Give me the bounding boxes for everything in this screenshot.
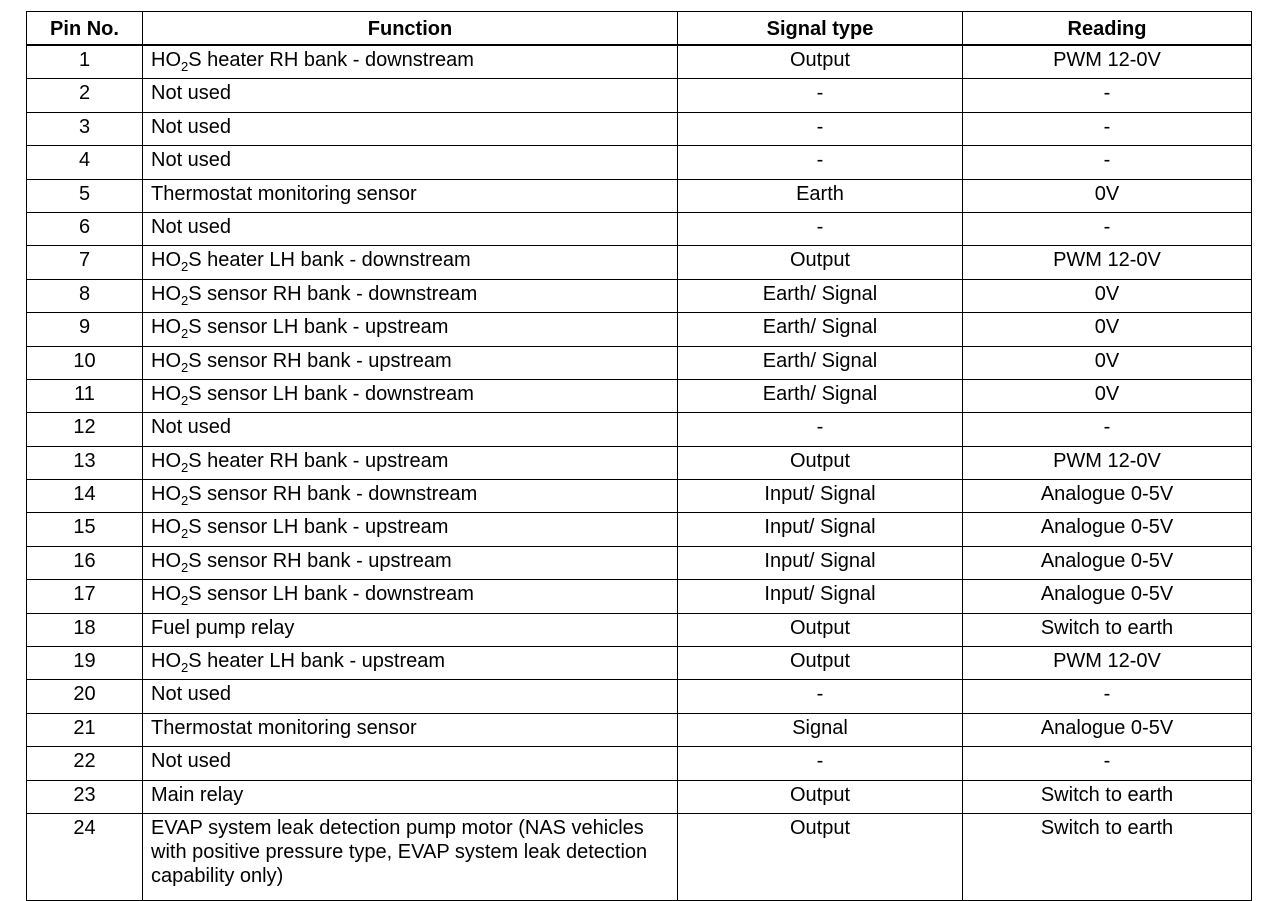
pin-number-cell: 11 [27,379,143,412]
function-subscript: 2 [181,59,189,74]
function-cell [143,713,678,746]
function-subscript: 2 [181,559,189,575]
function-subscript: 2 [181,660,189,676]
function-text: HO [151,316,181,339]
function-cell [143,647,678,680]
reading-cell: PWM 12-0V [963,246,1252,279]
function-text-rest: S sensor LH bank - downstream [188,583,474,606]
pin-number-cell: 22 [27,747,143,780]
reading-cell: Analogue 0-5V [963,580,1252,613]
function-cell [143,813,678,900]
function-text: Thermostat monitoring sensor [151,716,417,739]
pin-number-cell: 13 [27,446,143,479]
function-cell [143,112,678,145]
pin-number-cell: 24 [27,813,143,900]
reading-cell: 0V [963,279,1252,312]
reading-cell: - [963,212,1252,245]
signal-type-cell: Output [678,446,963,479]
signal-type-cell: Earth [678,179,963,212]
function-subscript: 2 [181,292,189,308]
pin-number-cell: 20 [27,680,143,713]
pin-function-table [26,11,1252,901]
signal-type-cell: - [678,680,963,713]
table-row [27,279,1252,312]
reading-cell: PWM 12-0V [963,446,1252,479]
function-text: HO [151,650,181,673]
function-cell [143,513,678,546]
pin-number-cell: 4 [27,146,143,179]
function-subscript: 2 [181,526,189,542]
table-row [27,613,1252,646]
function-text: HO [151,282,181,305]
reading-cell: - [963,112,1252,145]
pin-number-cell: 17 [27,580,143,613]
signal-type-cell: Output [678,246,963,279]
signal-type-cell: Earth/ Signal [678,279,963,312]
function-cell [143,313,678,346]
reading-cell: 0V [963,346,1252,379]
table-row [27,480,1252,513]
function-text: Main relay [151,783,244,806]
reading-cell: PWM 12-0V [963,45,1252,79]
function-text-rest: S heater RH bank - upstream [188,449,449,472]
table-row [27,813,1252,900]
function-text-rest: S sensor RH bank - downstream [188,483,478,506]
signal-type-cell: Input/ Signal [678,580,963,613]
table-row [27,780,1252,813]
header-function: Function [143,12,678,46]
table-row [27,713,1252,746]
function-cell [143,346,678,379]
function-cell [143,246,678,279]
function-cell [143,179,678,212]
signal-type-cell: Input/ Signal [678,546,963,579]
function-text-rest: S heater LH bank - upstream [188,650,446,673]
pin-number-cell: 9 [27,313,143,346]
signal-type-cell: - [678,79,963,112]
function-text-rest: S heater RH bank - downstream [188,49,474,71]
pin-number-cell: 19 [27,647,143,680]
table-row [27,146,1252,179]
function-text-rest: S sensor LH bank - upstream [188,516,449,539]
function-subscript: 2 [181,459,189,475]
pin-number-cell: 2 [27,79,143,112]
function-text: Not used [151,215,232,238]
reading-cell: Switch to earth [963,613,1252,646]
function-text: Not used [151,115,232,138]
function-cell [143,780,678,813]
function-text-rest: S sensor RH bank - upstream [188,349,452,372]
table-row [27,313,1252,346]
function-text-rest: S sensor RH bank - downstream [188,282,478,305]
reading-cell: Analogue 0-5V [963,546,1252,579]
header-pin-no: Pin No. [27,12,143,46]
pin-number-cell: 10 [27,346,143,379]
pin-number-cell: 1 [27,45,143,79]
function-text: Thermostat monitoring sensor [151,182,417,205]
function-text: HO [151,349,181,372]
function-cell [143,379,678,412]
pin-number-cell: 5 [27,179,143,212]
signal-type-cell: Output [678,613,963,646]
table-row [27,747,1252,780]
function-subscript: 2 [181,593,189,609]
signal-type-cell: Earth/ Signal [678,379,963,412]
function-cell [143,546,678,579]
function-cell [143,212,678,245]
function-cell [143,413,678,446]
function-cell [143,146,678,179]
function-text: Not used [151,82,232,105]
pin-number-cell: 3 [27,112,143,145]
function-text: HO [151,249,181,272]
signal-type-cell: Output [678,780,963,813]
table-row [27,446,1252,479]
function-cell [143,446,678,479]
table-row [27,79,1252,112]
function-subscript: 2 [181,392,189,408]
table-row [27,45,1252,79]
header-signal-type: Signal type [678,12,963,46]
function-cell [143,747,678,780]
function-subscript: 2 [181,259,189,275]
function-subscript: 2 [181,359,189,375]
function-text-rest: S sensor RH bank - upstream [188,549,452,572]
function-text-rest: S heater LH bank - downstream [188,249,471,272]
pin-number-cell: 7 [27,246,143,279]
function-text: HO [151,382,181,405]
pin-number-cell: 21 [27,713,143,746]
reading-cell: Analogue 0-5V [963,713,1252,746]
table-row [27,580,1252,613]
table-row [27,546,1252,579]
reading-cell: 0V [963,179,1252,212]
reading-cell: Analogue 0-5V [963,513,1252,546]
reading-cell: Switch to earth [963,780,1252,813]
function-text: EVAP system leak detection pump motor (NAS vehicles with positive pressure type, EVAP system leak detection capability only) [151,816,648,887]
function-cell [143,480,678,513]
table-row [27,413,1252,446]
reading-cell: 0V [963,313,1252,346]
signal-type-cell: - [678,413,963,446]
function-text: Not used [151,416,232,439]
function-subscript: 2 [181,493,189,509]
function-text: HO [151,49,181,71]
pin-number-cell: 14 [27,480,143,513]
table-row [27,112,1252,145]
table-row [27,680,1252,713]
function-subscript: 2 [181,326,189,342]
function-text: Not used [151,683,232,706]
signal-type-cell: Input/ Signal [678,513,963,546]
signal-type-cell: Input/ Signal [678,480,963,513]
table-row [27,346,1252,379]
reading-cell: - [963,680,1252,713]
function-cell [143,79,678,112]
reading-cell: PWM 12-0V [963,647,1252,680]
table-row [27,513,1252,546]
table-body [27,45,1252,900]
signal-type-cell: Output [678,45,963,79]
function-text: HO [151,583,181,606]
signal-type-cell: Signal [678,713,963,746]
function-text: HO [151,449,181,472]
pin-number-cell: 15 [27,513,143,546]
table-row [27,212,1252,245]
pin-number-cell: 8 [27,279,143,312]
pin-number-cell: 18 [27,613,143,646]
pin-number-cell: 12 [27,413,143,446]
reading-cell: - [963,146,1252,179]
function-text-rest: S sensor LH bank - downstream [188,382,474,405]
reading-cell: - [963,413,1252,446]
reading-cell: - [963,79,1252,112]
table-header-row [27,12,1252,46]
function-text: Not used [151,750,232,773]
signal-type-cell: Output [678,813,963,900]
signal-type-cell: Output [678,647,963,680]
signal-type-cell: - [678,146,963,179]
signal-type-cell: - [678,112,963,145]
function-cell [143,680,678,713]
signal-type-cell: - [678,747,963,780]
reading-cell: 0V [963,379,1252,412]
table-row [27,379,1252,412]
reading-cell: Analogue 0-5V [963,480,1252,513]
signal-type-cell: Earth/ Signal [678,346,963,379]
pin-number-cell: 23 [27,780,143,813]
signal-type-cell: - [678,212,963,245]
table-row [27,246,1252,279]
header-reading: Reading [963,12,1252,46]
function-text: HO [151,483,181,506]
pin-number-cell: 16 [27,546,143,579]
function-cell [143,613,678,646]
table-row [27,179,1252,212]
table-row [27,647,1252,680]
signal-type-cell: Earth/ Signal [678,313,963,346]
reading-cell: - [963,747,1252,780]
function-text: Not used [151,149,232,172]
function-text: HO [151,549,181,572]
pin-number-cell: 6 [27,212,143,245]
function-cell [143,580,678,613]
function-cell [143,45,678,79]
function-cell [143,279,678,312]
reading-cell: Switch to earth [963,813,1252,900]
function-text-rest: S sensor LH bank - upstream [188,316,449,339]
function-text: HO [151,516,181,539]
function-text: Fuel pump relay [151,616,295,639]
